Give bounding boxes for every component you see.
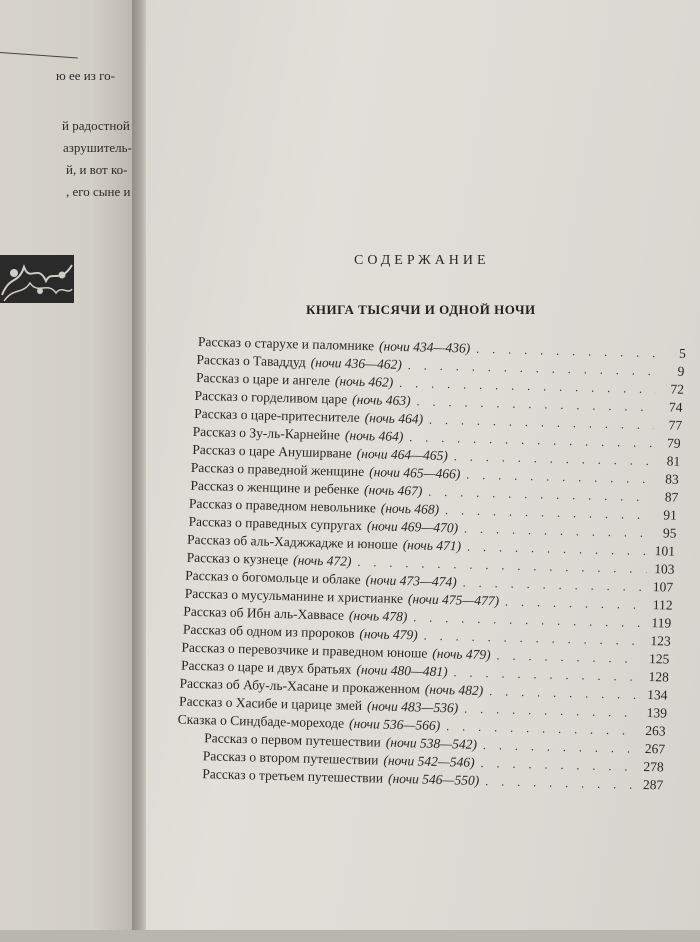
entry-nights: (ночи 475—477): [407, 591, 500, 609]
entry-page: 5: [678, 345, 687, 361]
entry-page: 119: [651, 615, 672, 631]
leader-dots: [457, 575, 646, 595]
entry-nights: (ночь 464): [364, 410, 424, 427]
entry-title: Рассказ о Хасибе и царице змей: [178, 693, 363, 714]
entry-page: 287: [642, 776, 664, 793]
entry-page: 112: [652, 597, 673, 613]
entry-nights: (ночь 462): [334, 373, 394, 390]
entry-page: 79: [666, 435, 681, 451]
entry-title: Рассказ о царе и ангеле: [195, 369, 331, 389]
entry-page: 107: [652, 579, 674, 595]
leader-dots: [499, 594, 645, 613]
entry-nights: (ночи 536—566): [348, 715, 441, 733]
left-text-line: ю ее из го-: [56, 68, 115, 83]
entry-nights: (ночи 434—436): [378, 338, 471, 356]
entry-nights: (ночи 473—474): [365, 572, 457, 590]
entry-page: 101: [654, 543, 676, 559]
entry-page: 74: [668, 399, 683, 415]
entry-page: 139: [646, 705, 668, 721]
left-text-line: й радостной: [62, 118, 130, 133]
entry-title: Рассказ об Абу-ль-Хасане и прокаженном: [179, 675, 421, 697]
entry-nights: (ночи 469—470): [366, 518, 459, 536]
entry-page: 125: [648, 651, 670, 667]
leader-dots: [479, 774, 635, 793]
leader-dots: [474, 756, 636, 775]
entry-page: 87: [664, 489, 679, 505]
entry-title: Сказка о Синдбаде-мореходе: [177, 711, 345, 731]
entry-nights: (ночь 467): [363, 482, 423, 499]
entry-page: 9: [677, 363, 685, 379]
entry-title: Рассказ о горделивом царе: [194, 387, 348, 407]
entry-nights: (ночь 479): [432, 645, 491, 663]
entry-title: Рассказ о Таваддуд: [196, 351, 306, 370]
entry-page: 263: [645, 722, 666, 739]
entry-page: 278: [643, 758, 664, 775]
leader-dots: [477, 738, 638, 757]
leader-dots: [470, 342, 658, 362]
entry-nights: (ночь 482): [424, 681, 484, 699]
entry-page: 103: [654, 561, 675, 577]
entry-title: Рассказ о втором путешествии: [202, 748, 379, 768]
entry-nights: (ночи 546—550): [387, 770, 480, 788]
entry-page: 72: [670, 381, 685, 397]
entry-page: 128: [648, 669, 670, 685]
entry-title: Рассказ о женщине и ребенке: [190, 477, 360, 497]
entry-nights: (ночи 480—481): [356, 661, 448, 680]
entry-title: Рассказ об Ибн аль-Хаввасе: [183, 603, 345, 623]
entry-page: 134: [647, 687, 668, 703]
leader-dots: [460, 467, 651, 487]
book-title: КНИГА ТЫСЯЧИ И ОДНОЙ НОЧИ: [306, 302, 536, 317]
leader-dots: [490, 648, 641, 667]
entry-title: Рассказ о праведных супругах: [188, 513, 363, 534]
contents-heading: СОДЕРЖАНИЕ: [354, 253, 490, 268]
leader-dots: [483, 684, 640, 703]
entry-nights: (ночь 478): [348, 607, 408, 625]
entry-page: 81: [666, 453, 681, 469]
entry-title: Рассказ о Зу-ль-Карнейне: [192, 423, 341, 443]
left-text-line: й, и вот ко-: [66, 162, 128, 177]
leader-dots: [461, 539, 647, 559]
entry-title: Рассказ о первом путешествии: [204, 730, 382, 750]
entry-page: 77: [668, 417, 683, 433]
left-text-line: , его сыне и: [66, 184, 131, 199]
entry-nights: (ночь 471): [402, 537, 462, 554]
entry-nights: (ночи 542—546): [383, 752, 475, 770]
entry-nights: (ночи 483—536): [366, 698, 459, 716]
entry-title: Рассказ о перевозчике и праведном юноше: [181, 639, 428, 661]
leader-dots: [458, 701, 639, 720]
entry-title: Рассказ о царе-притеснителе: [194, 405, 360, 425]
entry-title: Рассказ о мусульманине и христианке: [184, 585, 404, 607]
entry-page: 123: [650, 633, 671, 649]
entry-title: Рассказ о кузнеце: [186, 549, 289, 568]
entry-nights: (ночи 538—542): [385, 734, 478, 752]
entry-nights: (ночь 464): [344, 427, 404, 444]
entry-nights: (ночь 463): [352, 391, 411, 409]
entry-nights: (ночь 468): [380, 500, 440, 517]
entry-nights: (ночи 465—466): [369, 464, 461, 482]
entry-page: 267: [644, 740, 666, 757]
entry-nights: (ночи 436—462): [310, 354, 403, 372]
entry-page: 95: [662, 525, 677, 541]
entry-title: Рассказ об аль-Хаджжадже и юноше: [186, 531, 398, 552]
entry-nights: (ночь 479): [359, 625, 418, 643]
entry-title: Рассказ о праведном невольнике: [188, 495, 377, 516]
entry-title: Рассказ о праведной женщине: [190, 459, 365, 480]
entry-title: Рассказ о третьем путешествии: [202, 766, 384, 786]
entry-nights: (ночь 472): [293, 552, 352, 569]
entry-title: Рассказ о старухе и паломнике: [197, 333, 375, 354]
entry-title: Рассказ о царе и двух братьях: [180, 657, 352, 677]
entry-title: Рассказ о богомольце и облаке: [185, 567, 361, 587]
left-text-line: азрушитель-: [63, 140, 132, 155]
entry-page: 91: [663, 507, 678, 523]
entry-title: Рассказ об одном из пророков: [182, 621, 355, 641]
entry-nights: (ночи 464—465): [356, 445, 449, 464]
entry-page: 83: [665, 471, 679, 487]
entry-title: Рассказ о царе Ануширване: [192, 441, 352, 461]
